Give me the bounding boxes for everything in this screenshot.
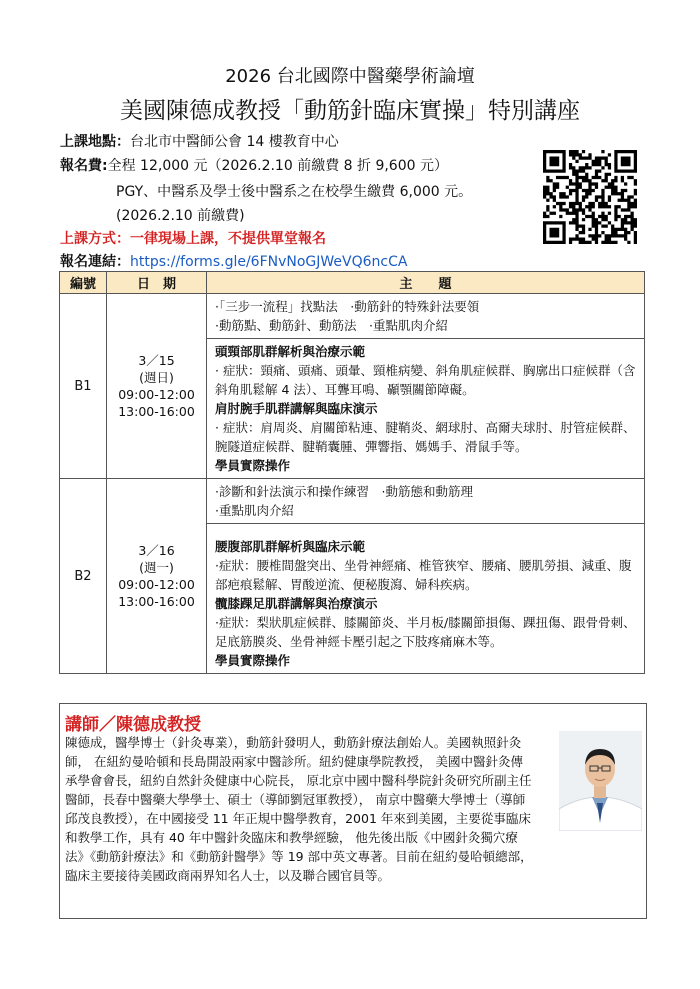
- fee-line: [60, 155, 448, 175]
- forum-title: 2026 台北國際中醫藥學術論壇: [225, 66, 475, 87]
- signup-label: 報名連結：: [60, 254, 130, 270]
- session-date: 3／15: [138, 353, 175, 368]
- session-code: B1: [60, 294, 107, 479]
- overview-line: ·「三步一流程」找點法 ·動筋針的特殊針法要領: [215, 299, 480, 314]
- table-header-row: [60, 272, 645, 294]
- symptom-text: · 症狀：肩周炎、肩關節粘連、腱鞘炎、網球肘、高爾夫球肘、肘管症候群、腕隧道症候群、腱鞘囊腫、彈響指、媽媽手、滑鼠手等。: [215, 420, 636, 454]
- practice-label: 學員實際操作: [215, 653, 291, 668]
- col-topic: 主 題: [207, 272, 645, 294]
- location-line: [60, 131, 339, 151]
- session-date: 3／16: [138, 543, 175, 558]
- signup-link[interactable]: https://forms.gle/6FNvNoGJWeVQ6ncCA: [130, 254, 408, 270]
- overview-block: [207, 294, 644, 339]
- location-value: 台北市中醫師公會 14 樓教育中心: [130, 134, 339, 150]
- overview-block: [207, 479, 644, 524]
- overview-line: ·重點肌肉介紹: [215, 503, 294, 518]
- symptom-text: ·症狀：梨狀肌症候群、膝關節炎、半月板/膝關節損傷、踝扭傷、跟骨骨刺、足底筋膜炎、坐骨神經卡壓引起之下肢疼痛麻木等。: [215, 615, 636, 649]
- overview-line: ·動筋點、動筋針、動筋法 ·重點肌肉介紹: [215, 318, 448, 333]
- qr-code-icon[interactable]: [543, 150, 637, 244]
- fee-student-note: (2026.2.10 前繳費): [116, 208, 245, 224]
- topic-detail-block: [207, 339, 644, 478]
- fee-value: 全程 12,000 元（2026.2.10 前繳費 8 折 9,600 元）: [107, 158, 448, 174]
- instructor-photo: [559, 731, 642, 831]
- session-date-cell: [107, 479, 207, 674]
- session-weekday: (週日): [139, 370, 174, 385]
- session-topics: [207, 294, 645, 479]
- session-code: B2: [60, 479, 107, 674]
- lecture-title: 美國陳德成教授「動筋針臨床實操」特別講座: [120, 98, 580, 124]
- section-heading: 肩肘腕手肌群講解與臨床演示: [215, 401, 378, 416]
- location-label: 上課地點：: [60, 134, 130, 150]
- signup-line: [60, 251, 407, 271]
- section-heading: 髖膝踝足肌群講解與治療演示: [215, 596, 378, 611]
- class-method: 上課方式：一律現場上課，不提供單堂報名: [60, 231, 326, 247]
- practice-label: 學員實際操作: [215, 458, 291, 473]
- table-row: [60, 294, 645, 479]
- section-heading: 頭頸部肌群解析與治療示範: [215, 344, 366, 359]
- section-heading: 腰腹部肌群解析與臨床示範: [215, 539, 366, 554]
- instructor-box: [59, 703, 647, 919]
- schedule-table: [59, 271, 645, 674]
- session-topics: [207, 479, 645, 674]
- instructor-heading: 講師／陳德成教授: [65, 715, 201, 735]
- session-time-pm: 13:00-16:00: [118, 594, 195, 609]
- overview-line: ·診斷和針法演示和操作練習 ·動筋態和動筋理: [215, 484, 473, 499]
- session-weekday: (週一): [139, 560, 174, 575]
- fee-student-line: PGY、中醫系及學士後中醫系之在校學生繳費 6,000 元。: [116, 184, 473, 200]
- session-time-pm: 13:00-16:00: [118, 404, 195, 419]
- table-row: [60, 479, 645, 674]
- col-date: 日 期: [107, 272, 207, 294]
- spacer: [215, 527, 636, 537]
- session-time-am: 09:00-12:00: [118, 577, 195, 592]
- col-code: 編號: [60, 272, 107, 294]
- topic-detail-block: [207, 524, 644, 673]
- fee-label: 報名費:: [60, 158, 108, 174]
- instructor-bio: 陳德成，醫學博士（針灸專業），動筋針發明人，動筋針療法創始人。美國執照針灸師， 在紐約曼哈頓和長島開設兩家中醫診所。紐約健康學院教授， 美國中醫針灸傳承學會會長，紐約自然針灸健康中心院長， 原北京中國中醫科學院針灸研究所副主任醫師，長春中醫藥大學學士、碩士（導師劉冠軍教授）， 南京中醫藥大學博士（導師邱茂良教授），在中國接受 11 年正規中醫學教育，2001 年來到美國，主要從事臨床和教學工作，具有 40 年中醫針灸臨床和教學經驗， 他先後出版《中國針灸獨穴療法》《動筋針療法》和《動筋針醫學》等 19 部中英文專著。目前在紐約曼哈頓總部， 臨床主要接待美國政商兩界知名人士，以及聯合國官員等。: [65, 735, 533, 883]
- symptom-text: ·症狀：腰椎間盤突出、坐骨神經痛、椎管狹窄、腰痛、腰肌勞損、減重、腹部疤痕鬆解、胃酸逆流、便秘腹瀉、婦科疾病。: [215, 558, 632, 592]
- session-time-am: 09:00-12:00: [118, 387, 195, 402]
- symptom-text: · 症狀：頸痛、頭痛、頭暈、頸椎病變、斜角肌症候群、胸廓出口症候群（含斜角肌鬆解 4 法）、耳聾耳鳴、顳顎關節障礙。: [215, 363, 636, 397]
- session-date-cell: [107, 294, 207, 479]
